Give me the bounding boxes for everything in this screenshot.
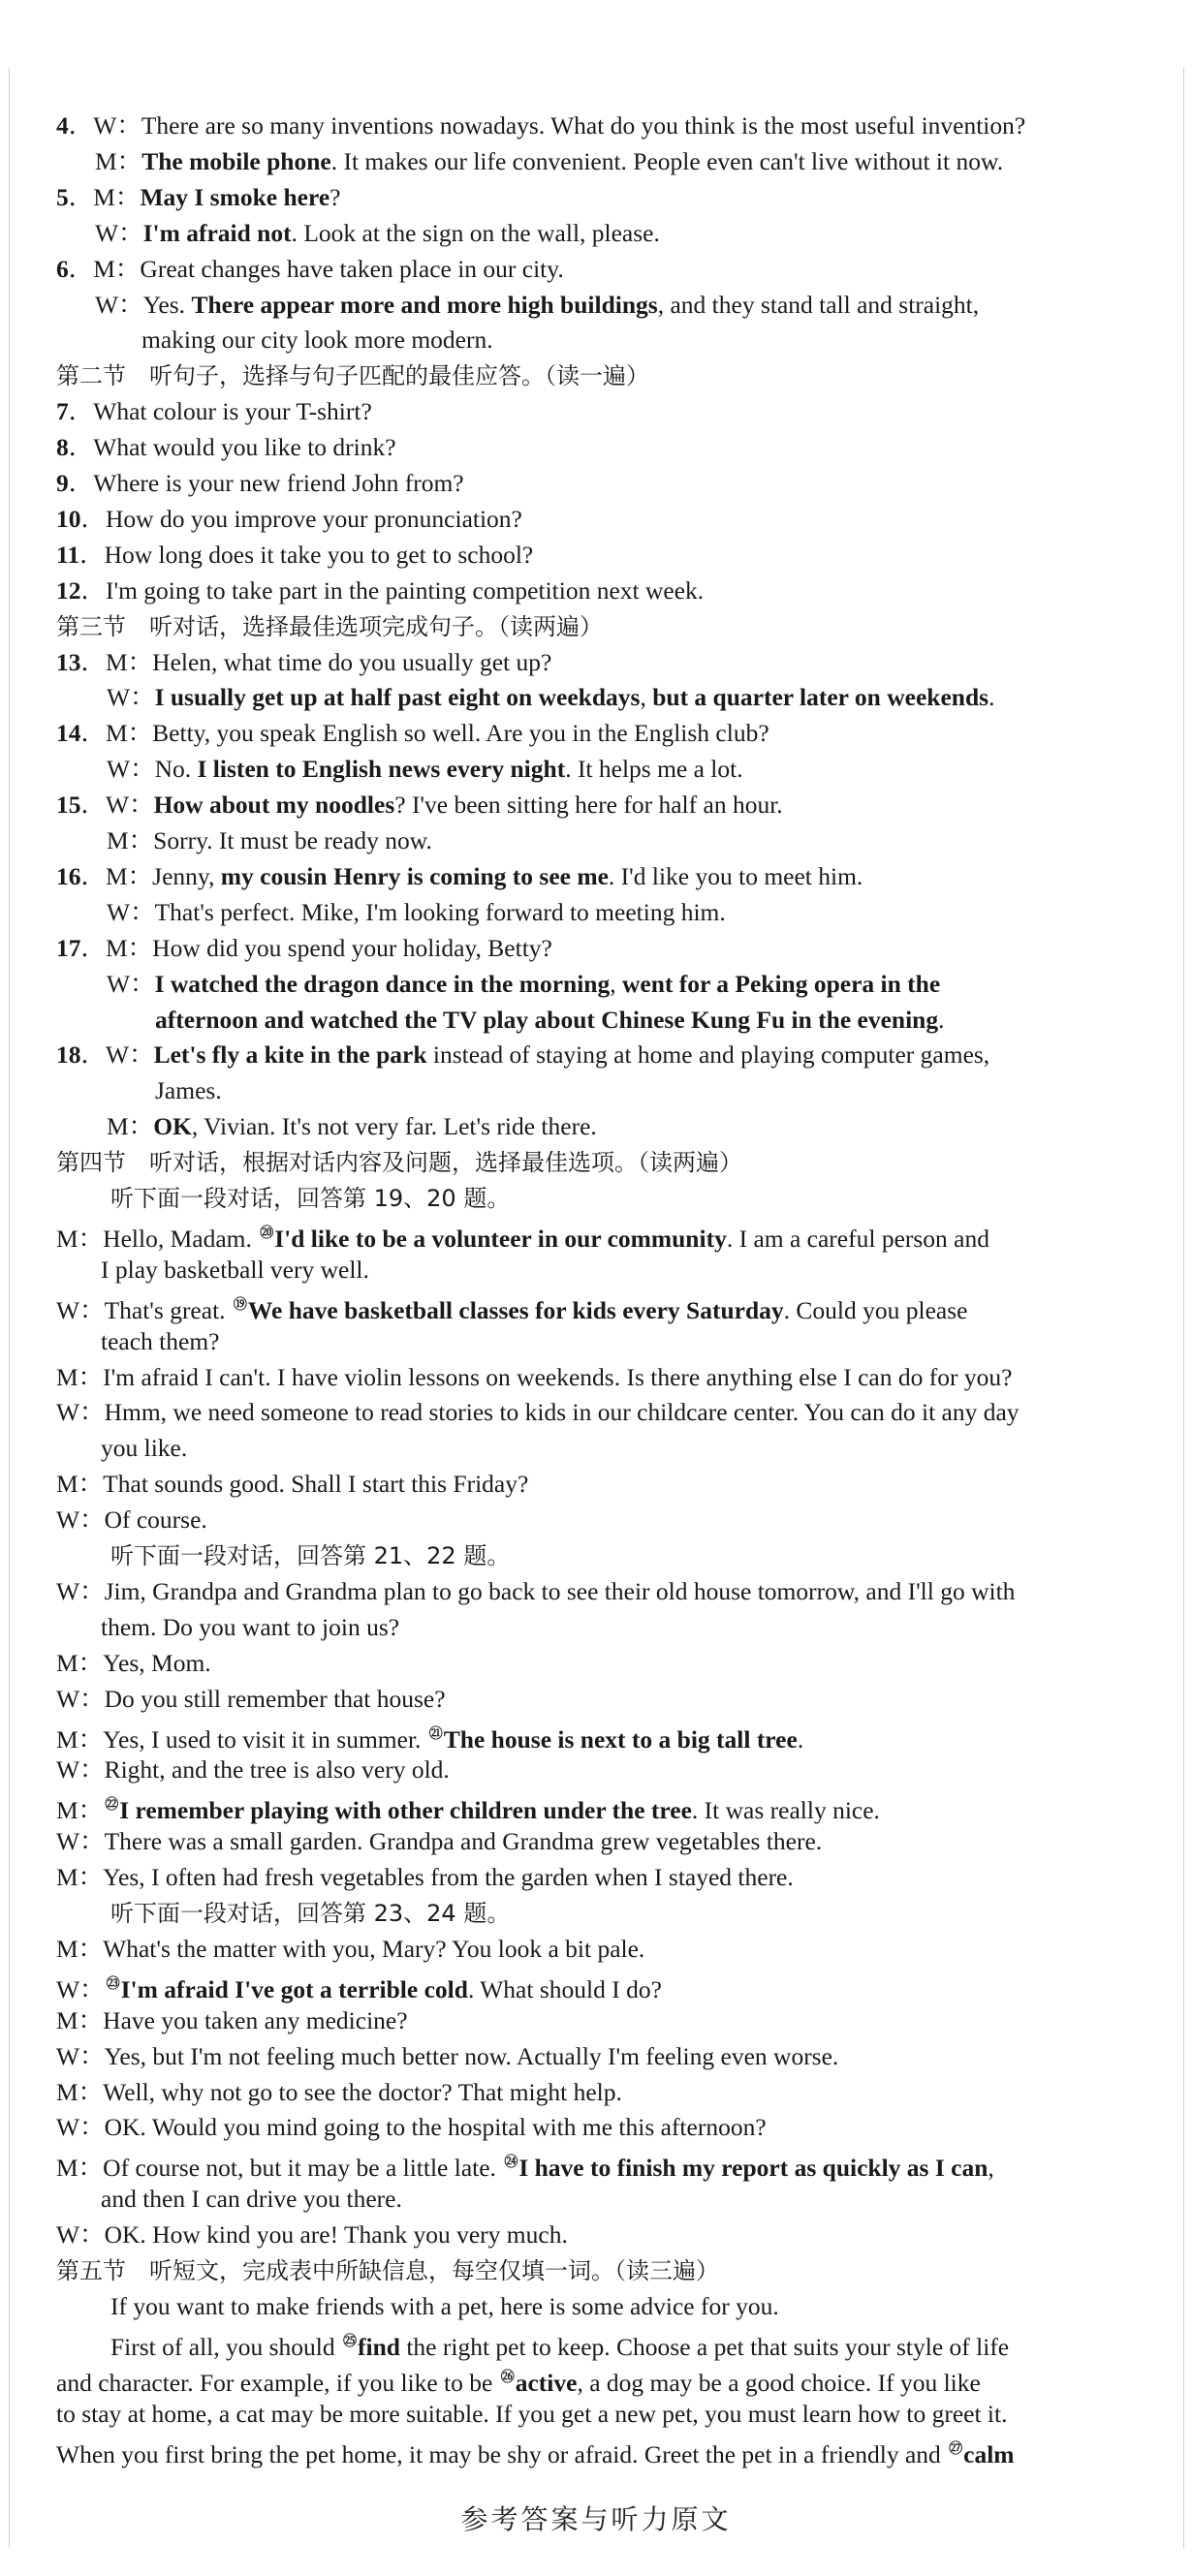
text-line <box>56 2433 1015 2472</box>
text-run: ．What colour is your T-shirt? <box>68 397 372 426</box>
text-line <box>56 2218 568 2252</box>
text-run: M： <box>56 1796 104 1825</box>
circled-number: ⑲ <box>233 1297 247 1313</box>
text-run: and then I can drive you there. <box>101 2185 402 2214</box>
answer-text: I'm afraid I've got a terrible cold <box>120 1974 468 2003</box>
text-line <box>56 1824 822 1859</box>
text-run: M： <box>95 146 142 175</box>
item-number: 16 <box>56 861 81 890</box>
text-run: M：What's the matter with you, Mary? You look a bit pale. <box>56 1934 645 1963</box>
text-run: M：Hello, Madam. <box>56 1224 259 1253</box>
text-run: teach them? <box>101 1326 220 1355</box>
text-line <box>56 538 533 573</box>
text-run: W：Jim, Grandpa and Grandma plan to go back to see their old house tomorrow, and I'll go with <box>56 1576 1016 1605</box>
answer-text: OK <box>153 1112 192 1141</box>
text-line <box>107 823 432 858</box>
circled-number: ㉑ <box>428 1726 443 1742</box>
text-run: First of all, you should <box>110 2332 342 2361</box>
text-run: the right pet to keep. Choose a pet that suits your style of life <box>399 2332 1010 2361</box>
text-line <box>56 1038 989 1072</box>
text-run: . <box>988 683 995 712</box>
text-run: and character. For example, if you like to be <box>56 2368 499 2397</box>
text-line <box>56 1395 1019 1430</box>
answer-text: I listen to English news every night <box>197 755 566 784</box>
item-number: 14 <box>56 719 81 748</box>
section-heading <box>56 609 603 644</box>
text-run: , a dog may be a good choice. If you like <box>577 2368 981 2397</box>
text-run: , <box>610 969 622 998</box>
text-run: M：That sounds good. Shall I start this Friday? <box>56 1470 529 1499</box>
section-heading <box>110 1538 510 1573</box>
text-run: ．M：Great changes have taken place in our city. <box>68 254 564 283</box>
section-heading <box>56 2253 719 2288</box>
answer-text: The mobile phone <box>141 146 331 175</box>
item-number: 13 <box>56 647 81 676</box>
text-line <box>56 466 464 501</box>
text-line <box>107 895 726 930</box>
text-run: W： <box>107 969 155 998</box>
section-heading <box>110 1181 510 1216</box>
text-run: . It makes our life convenient. People even can't live without it now. <box>330 146 1004 175</box>
text-run: W：Of course. <box>56 1505 207 1535</box>
answer-text: I have to finish my report as quickly as I can <box>518 2154 988 2183</box>
text-line <box>56 859 863 894</box>
text-run: 听下面一段对话，回答第 21、22 题。 <box>110 1542 511 1569</box>
page-footer: 参考答案与听力原文 <box>460 2503 732 2535</box>
text-run: W：Yes, but I'm not feeling much better now. Actually I'm feeling even worse. <box>56 2041 839 2070</box>
text-line <box>95 144 1003 179</box>
item-number: 18 <box>56 1040 81 1070</box>
item-number: 7 <box>56 397 69 426</box>
text-line <box>56 1788 880 1828</box>
text-run: M：Yes, Mom. <box>56 1648 211 1677</box>
text-run: ．Where is your new friend John from? <box>68 469 464 497</box>
text-line <box>56 931 552 966</box>
answer-text: May I smoke here <box>140 182 330 211</box>
item-number: 4 <box>56 111 69 140</box>
text-line <box>56 394 372 429</box>
text-run: . It was really nice. <box>691 1796 880 1825</box>
text-line <box>56 1360 1012 1395</box>
text-run: W：OK. Would you mind going to the hospital with me this afternoon? <box>56 2113 767 2142</box>
item-number: 8 <box>56 433 69 462</box>
text-run: W：That's perfect. Mike, I'm looking forward to meeting him. <box>107 897 726 926</box>
answer-text: find <box>358 2332 400 2361</box>
text-line <box>56 1718 803 1757</box>
text-line <box>56 716 769 751</box>
text-line <box>101 1431 187 1466</box>
text-run: ? I've been sitting here for half an hour. <box>394 791 783 820</box>
text-run: ．M： <box>68 182 141 211</box>
text-line <box>107 1109 597 1144</box>
text-line <box>56 1753 450 1787</box>
answer-text: I usually get up at half past eight on weekdays <box>154 683 641 712</box>
text-line <box>56 180 340 215</box>
text-run: ．How do you improve your pronunciation? <box>80 504 522 533</box>
text-run: James. <box>155 1076 222 1105</box>
text-run: making our city look more modern. <box>141 326 493 355</box>
text-line <box>101 1253 369 1288</box>
text-line <box>56 2039 838 2074</box>
answer-text: active <box>515 2368 578 2397</box>
text-line <box>56 2110 767 2145</box>
answer-text: There appear more and more high buildings <box>191 290 658 319</box>
circled-number: ㉓ <box>106 1976 120 1992</box>
text-run: ．M：How did you spend your holiday, Betty? <box>80 933 552 962</box>
section-heading <box>56 1145 742 1180</box>
text-run: you like. <box>101 1434 188 1463</box>
answer-text: went for a Peking opera in the <box>621 969 941 998</box>
text-run: ．M：Jenny, <box>80 861 221 890</box>
text-run: 听下面一段对话，回答第 23、24 题。 <box>110 1900 511 1927</box>
answer-text: I'm afraid not <box>142 218 292 247</box>
circled-number: ㉖ <box>500 2370 515 2385</box>
text-run: . What should I do? <box>467 1974 662 2003</box>
text-run: M：Have you taken any medicine? <box>56 2005 408 2034</box>
text-line <box>56 2397 1007 2432</box>
text-line <box>107 967 940 1002</box>
text-run: ．M：Betty, you speak English so well. Are you in the English club? <box>80 719 769 748</box>
text-run: M：Well, why not go to see the doctor? That might help. <box>56 2077 622 2106</box>
circled-number: ㉒ <box>105 1798 119 1814</box>
answer-text: How about my noodles <box>153 791 395 820</box>
answer-text: my cousin Henry is coming to see me <box>220 861 609 890</box>
text-line <box>56 645 551 680</box>
text-run: ．What would you like to drink? <box>68 433 396 462</box>
text-line <box>56 574 704 608</box>
text-line <box>110 2289 779 2324</box>
answer-text: Let's fly a kite in the park <box>153 1040 427 1070</box>
text-line <box>56 1932 644 1967</box>
text-line <box>56 2003 408 2038</box>
text-run: ．W： <box>80 791 154 820</box>
text-line <box>56 252 564 287</box>
text-line <box>56 788 783 822</box>
text-run: I play basketball very well. <box>101 1255 369 1284</box>
item-number: 9 <box>56 469 69 497</box>
text-line <box>95 288 979 323</box>
text-line <box>56 430 396 465</box>
text-run: instead of staying at home and playing computer games, <box>426 1040 990 1070</box>
text-run: to stay at home, a cat may be more suitable. If you get a new pet, you must learn how to greet it. <box>56 2399 1008 2428</box>
answer-text: The house is next to a big tall tree <box>443 1724 798 1754</box>
text-run: When you first bring the pet home, it may be shy or afraid. Greet the pet in a friendly and <box>56 2439 948 2468</box>
text-run: M：Yes, I used to visit it in summer. <box>56 1724 427 1754</box>
page-border-left <box>9 68 10 2548</box>
text-run: 第五节 听短文，完成表中所缺信息，每空仅填一词。（读三遍） <box>56 2257 719 2284</box>
text-line <box>56 1968 662 2007</box>
text-run: , <box>640 683 653 712</box>
text-line <box>56 1682 446 1717</box>
text-line <box>107 680 994 715</box>
text-run: M：I'm afraid I can't. I have violin lessons on weekends. Is there anything else I can do for you? <box>56 1362 1013 1391</box>
text-run: 第二节 听句子，选择与句子匹配的最佳应答。（读一遍） <box>56 362 649 390</box>
text-line <box>56 2361 981 2401</box>
text-run: ．W： <box>80 1040 154 1070</box>
text-line <box>56 1288 967 1328</box>
text-run: W：There was a small garden. Grandpa and Grandma grew vegetables there. <box>56 1827 823 1856</box>
answer-text: I remember playing with other children under the tree <box>119 1796 692 1825</box>
text-run: , Vivian. It's not very far. Let's ride there. <box>191 1112 597 1141</box>
text-line <box>56 1860 794 1895</box>
text-line <box>56 109 1025 143</box>
text-run: , <box>988 2154 994 2183</box>
item-number: 11 <box>56 540 80 569</box>
page-border-right <box>1183 68 1184 2548</box>
text-line <box>56 1503 207 1537</box>
text-run: . I'd like you to meet him. <box>608 861 863 890</box>
text-run: W：Hmm, we need someone to read stories to kids in our childcare center. You can do it any day <box>56 1398 1019 1427</box>
text-run: ．W：There are so many inventions nowadays. What do you think is the most useful invention? <box>68 111 1026 140</box>
text-line <box>155 1003 944 1038</box>
text-line <box>56 2075 622 2110</box>
text-run: W： <box>107 683 155 712</box>
circled-number: ㉗ <box>949 2441 963 2457</box>
text-run: W：No. <box>107 755 198 784</box>
text-run: W：Yes. <box>95 290 192 319</box>
text-run: ．I'm going to take part in the painting competition next week. <box>80 575 705 605</box>
item-number: 10 <box>56 504 81 533</box>
text-run: . <box>797 1724 804 1754</box>
text-line <box>155 1073 222 1108</box>
answer-text: I'd like to be a volunteer in our community <box>274 1224 727 1253</box>
text-run: ．How long does it take you to get to school? <box>79 540 534 569</box>
item-number: 15 <box>56 791 81 820</box>
answer-text: but a quarter later on weekends <box>652 683 989 712</box>
text-line <box>56 1467 528 1502</box>
text-run: them. Do you want to join us? <box>101 1612 400 1641</box>
text-line <box>56 1217 989 1257</box>
text-run: 第三节 听对话，选择最佳选项完成句子。（读两遍） <box>56 612 603 640</box>
text-line <box>141 323 493 357</box>
text-run: W：Right, and the tree is also very old. <box>56 1755 450 1785</box>
section-heading <box>56 358 649 393</box>
item-number: 6 <box>56 254 69 283</box>
text-line <box>107 752 743 787</box>
text-line <box>101 1610 399 1645</box>
text-run: W：OK. How kind you are! Thank you very much. <box>56 2220 568 2250</box>
answer-text: calm <box>963 2439 1015 2468</box>
section-heading <box>110 1896 510 1931</box>
text-run: . Could you please <box>783 1295 968 1324</box>
text-run: ? <box>329 182 341 211</box>
item-number: 17 <box>56 933 81 962</box>
text-run: W： <box>56 1974 105 2003</box>
text-line <box>56 502 522 537</box>
text-line <box>56 2146 994 2186</box>
answer-text: We have basketball classes for kids every Saturday <box>247 1295 784 1324</box>
text-run: M：Yes, I often had fresh vegetables from the garden when I stayed there. <box>56 1863 794 1892</box>
text-run: ．M：Helen, what time do you usually get up? <box>80 647 552 676</box>
item-number: 5 <box>56 182 69 211</box>
text-run: . It helps me a lot. <box>565 755 743 784</box>
text-run: M：Sorry. It must be ready now. <box>107 826 432 854</box>
text-run: W：That's great. <box>56 1295 232 1324</box>
text-run: M：Of course not, but it may be a little late. <box>56 2154 503 2183</box>
text-line <box>110 2325 1009 2365</box>
text-run: . I am a careful person and <box>726 1224 989 1253</box>
text-run: W：Do you still remember that house? <box>56 1684 446 1713</box>
text-run: 第四节 听对话，根据对话内容及问题，选择最佳选项。（读两遍） <box>56 1149 742 1177</box>
text-run: , and they stand tall and straight, <box>657 290 980 319</box>
text-line <box>101 1324 219 1359</box>
answer-text: afternoon and watched the TV play about Chinese Kung Fu in the evening <box>155 1005 939 1034</box>
answer-text: I watched the dragon dance in the morning <box>154 969 611 998</box>
text-run: If you want to make friends with a pet, here is some advice for you. <box>110 2291 779 2320</box>
circled-number: ㉕ <box>343 2334 358 2349</box>
circled-number: ⑳ <box>260 1226 274 1241</box>
text-line <box>56 1646 211 1681</box>
text-run: . <box>938 1005 945 1034</box>
text-line <box>56 1574 1015 1609</box>
text-run: M： <box>107 1112 154 1141</box>
text-run: 听下面一段对话，回答第 19、20 题。 <box>110 1185 511 1212</box>
item-number: 12 <box>56 575 81 605</box>
text-run: W： <box>95 218 143 247</box>
text-line <box>95 216 660 251</box>
circled-number: ㉔ <box>504 2156 518 2171</box>
text-run: . Look at the sign on the wall, please. <box>291 218 660 247</box>
text-line <box>101 2182 402 2217</box>
